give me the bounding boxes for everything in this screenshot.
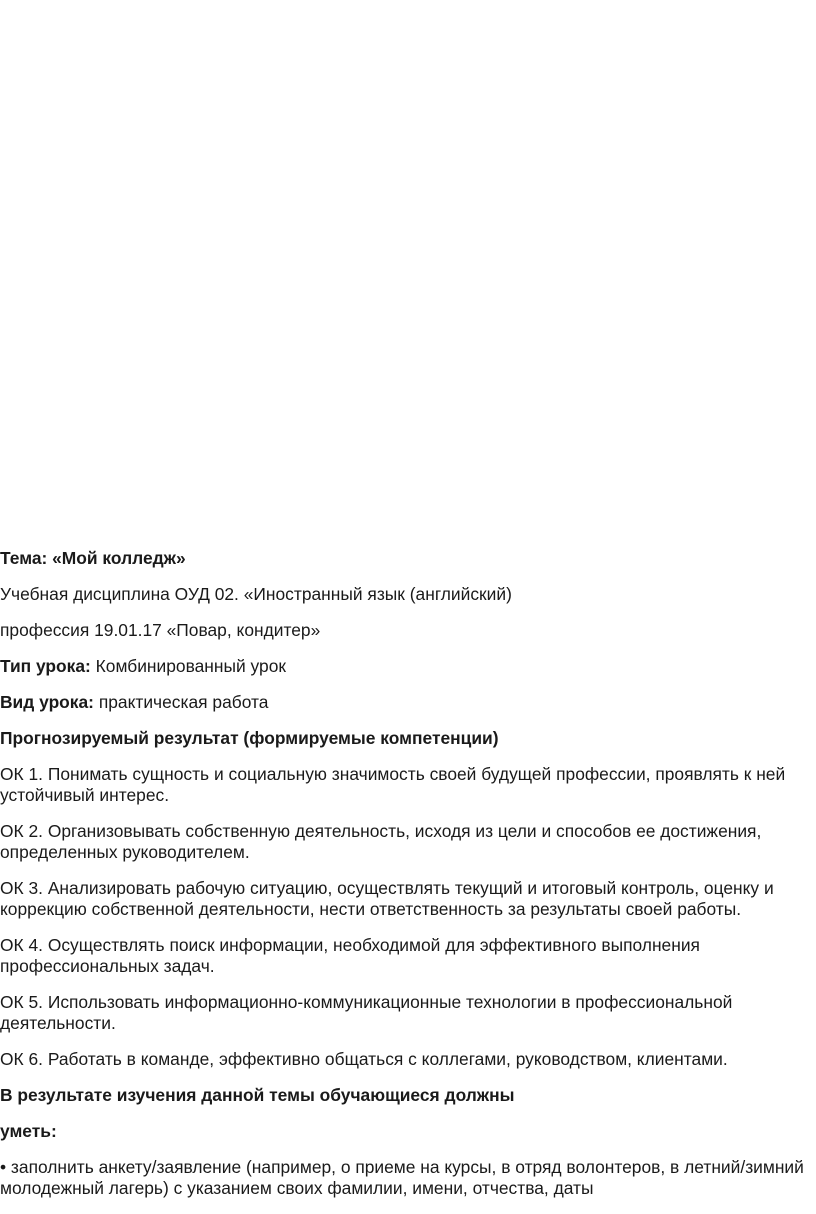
lesson-kind-value: практическая работа xyxy=(93,692,269,712)
competency-ok6: ОК 6. Работать в команде, эффективно общаться с коллегами, руководством, клиентами. xyxy=(0,1049,728,1069)
outcome-heading: В результате изучения данной темы обучающиеся должны xyxy=(0,1085,515,1105)
competency-ok5: ОК 5. Использовать информационно-коммуникационные технологии в профессиональной деятельности. xyxy=(0,992,733,1033)
competency-ok4: ОК 4. Осуществлять поиск информации, необходимой для эффективного выполнения профессиональных задач. xyxy=(0,935,700,976)
result-heading: Прогнозируемый результат (формируемые компетенции) xyxy=(0,728,499,748)
discipline-line: Учебная дисциплина ОУД 02. «Иностранный язык (английский) xyxy=(0,584,512,604)
document-body xyxy=(0,548,810,1214)
lesson-type-value: Комбинированный урок xyxy=(90,656,286,676)
lesson-kind-label: Вид урока: xyxy=(0,692,94,712)
competency-ok2: ОК 2. Организовывать собственную деятельность, исходя из цели и способов ее достижения, определенных руководителем. xyxy=(0,821,762,862)
skill-item-1: • заполнить анкету/заявление (например, о приеме на курсы, в отряд волонтеров, в летний/зимний молодежный лагерь) с указанием своих фамилии, имени, отчества, даты xyxy=(0,1157,804,1198)
skills-heading: уметь: xyxy=(0,1121,57,1141)
profession-line: профессия 19.01.17 «Повар, кондитер» xyxy=(0,620,321,640)
lesson-kind-line xyxy=(0,692,810,713)
topic-heading: Тема: «Мой колледж» xyxy=(0,548,186,568)
lesson-type-line xyxy=(0,656,810,677)
lesson-type-label: Тип урока: xyxy=(0,656,91,676)
competency-ok1: ОК 1. Понимать сущность и социальную значимость своей будущей профессии, проявлять к ней устойчивый интерес. xyxy=(0,764,786,805)
competency-ok3: ОК 3. Анализировать рабочую ситуацию, осуществлять текущий и итоговый контроль, оценку и коррекцию собственной деятельности, нести ответственность за результаты своей работы. xyxy=(0,878,774,919)
